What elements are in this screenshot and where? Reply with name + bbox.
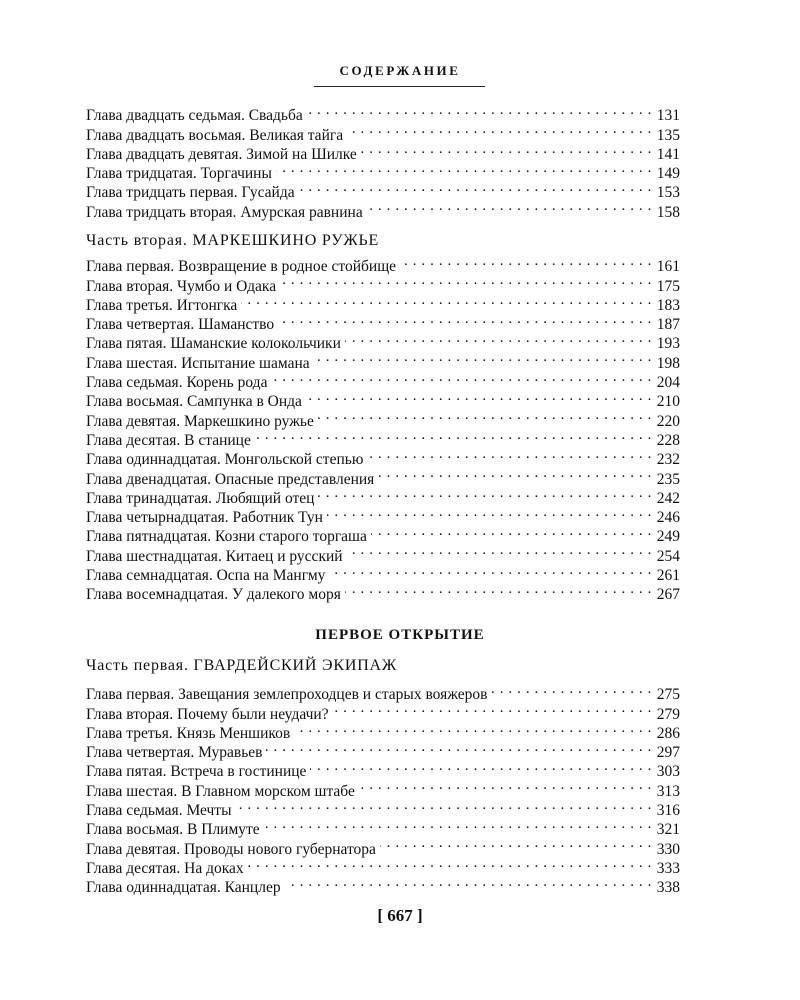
toc-entry-page: 246 — [656, 509, 680, 527]
running-head: СОДЕРЖАНИЕ — [339, 63, 461, 78]
toc-dot-leader — [378, 464, 652, 483]
toc-dot-leader — [347, 541, 652, 560]
toc-entry-title: Глава девятая. Проводы нового губернатора — [86, 840, 376, 858]
toc-dot-leader — [306, 387, 652, 406]
toc-entry-title: Глава тридцатая. Торгачины — [86, 165, 272, 183]
toc-dot-leader — [491, 680, 652, 699]
toc-dot-leader — [307, 101, 652, 120]
toc-dot-leader — [329, 561, 652, 580]
toc-dot-leader — [345, 329, 652, 348]
toc-entry-title: Глава четырнадцатая. Работник Тун — [86, 509, 323, 527]
toc-entry-page: 297 — [656, 744, 680, 762]
toc-dot-leader — [310, 757, 652, 776]
toc-entry-page: 261 — [656, 567, 680, 585]
toc-entry-title: Глава двадцать девятая. Зимой на Шилке — [86, 145, 357, 163]
toc-entry-page: 330 — [656, 840, 680, 858]
toc-entry-title: Глава шестая. В Главном морском штабе — [86, 782, 355, 800]
toc-entry-page: 175 — [656, 277, 680, 295]
toc-entry-page: 232 — [656, 451, 680, 469]
toc-entry-title: Глава тринадцатая. Любящий отец — [86, 489, 315, 507]
toc-entry-title: Глава восьмая. В Плимуте — [86, 821, 260, 839]
toc-entry-title: Глава девятая. Маркешкино ружье — [86, 412, 314, 430]
toc-entry-title: Глава пятая. Шаманские колокольчики — [86, 335, 341, 353]
toc-entry-title: Глава одиннадцатая. Канцлер — [86, 879, 281, 897]
toc-dot-leader — [400, 252, 652, 271]
toc-dot-leader — [266, 738, 652, 757]
toc-block-2 — [86, 252, 680, 604]
toc-dot-leader — [327, 503, 652, 522]
toc-entry-page: 183 — [656, 296, 680, 314]
toc-entry-title: Глава тридцать вторая. Амурская равнина — [86, 203, 363, 221]
toc-entry-page: 158 — [656, 203, 680, 221]
toc-dot-leader — [361, 140, 652, 159]
toc-dot-leader — [347, 120, 652, 139]
toc-dot-leader — [271, 368, 652, 387]
toc-entry-page: 275 — [656, 686, 680, 704]
toc-entry-title: Глава первая. Возвращение в родное стойбище — [86, 258, 397, 276]
toc-entry-page: 235 — [656, 470, 680, 488]
toc-dot-leader — [318, 484, 652, 503]
toc-entry-title: Глава двадцать седьмая. Свадьба — [86, 107, 303, 125]
toc-entry-page: 321 — [656, 821, 680, 839]
toc-entry-page: 313 — [656, 782, 680, 800]
toc-entry-title: Глава десятая. В станице — [86, 431, 251, 449]
toc-dot-leader — [318, 406, 652, 425]
toc-entry-title: Глава третья. Игтонгка — [86, 296, 238, 314]
toc-entry-title: Глава десятая. На доках — [86, 859, 244, 877]
toc-entry-title: Глава двадцать восьмая. Великая тайга — [86, 126, 344, 144]
part-title-first: Часть первая. ГВАРДЕЙСКИЙ ЭКИПАЖ — [86, 657, 398, 674]
toc-dot-leader — [380, 834, 652, 853]
toc-entry-page: 267 — [656, 586, 680, 604]
toc-entry-title: Глава одиннадцатая. Монгольской степью — [86, 451, 364, 469]
toc-entry — [86, 101, 680, 125]
toc-entry-page: 333 — [656, 859, 680, 877]
toc-entry-title: Глава восьмая. Сампунка в Онда — [86, 393, 302, 411]
toc-entry-title: Глава шестая. Испытание шамана — [86, 354, 310, 372]
toc-entry-page: 149 — [656, 165, 680, 183]
toc-block-1 — [86, 101, 680, 221]
toc-entry-title: Глава седьмая. Корень рода — [86, 374, 268, 392]
part-title-second: Часть вторая. МАРКЕШКИНО РУЖЬЕ — [86, 232, 380, 249]
toc-entry-page: 198 — [656, 354, 680, 372]
toc-entry-page: 135 — [656, 126, 680, 144]
toc-entry-title: Глава вторая. Чумбо и Одака — [86, 277, 277, 295]
toc-entry-title: Глава третья. Князь Меншиков — [86, 724, 291, 742]
toc-entry-title: Глава четвертая. Муравьев — [86, 744, 263, 762]
toc-entry-page: 131 — [656, 107, 680, 125]
toc-dot-leader — [367, 197, 652, 216]
toc-entry-page: 204 — [656, 374, 680, 392]
toc-entry-title: Глава пятая. Встреча в гостинице — [86, 763, 307, 781]
toc-entry-page: 286 — [656, 724, 680, 742]
toc-entry-title: Глава семнадцатая. Оспа на Мангму — [86, 567, 326, 585]
toc-entry-title: Глава тридцать первая. Гусайда — [86, 184, 295, 202]
toc-entry — [86, 252, 680, 276]
toc-entry-page: 153 — [656, 184, 680, 202]
toc-dot-leader — [314, 348, 652, 367]
toc-entry-page: 228 — [656, 431, 680, 449]
section-title: ПЕРВОЕ ОТКРЫТИЕ — [315, 627, 485, 643]
toc-entry-title: Глава восемнадцатая. У далекого моря — [86, 586, 341, 604]
toc-entry-page: 242 — [656, 489, 680, 507]
toc-entry — [86, 680, 680, 704]
toc-dot-leader — [278, 310, 652, 329]
toc-entry-page: 187 — [656, 316, 680, 334]
toc-dot-leader — [294, 719, 652, 738]
toc-dot-leader — [371, 522, 652, 541]
running-head-rule — [314, 86, 485, 87]
toc-entry-page: 220 — [656, 412, 680, 430]
toc-dot-leader — [264, 815, 652, 834]
toc-entry-page: 161 — [656, 258, 680, 276]
toc-dot-leader — [367, 445, 652, 464]
toc-dot-leader — [280, 271, 652, 290]
toc-entry-page: 338 — [656, 879, 680, 897]
toc-entry-page: 254 — [656, 547, 680, 565]
page-number: [ 667 ] — [377, 906, 423, 925]
toc-dot-leader — [333, 699, 652, 718]
toc-dot-leader — [285, 873, 652, 892]
toc-entry-title: Глава шестнадцатая. Китаец и русский — [86, 547, 343, 565]
toc-entry-title: Глава пятнадцатая. Козни старого торгаша — [86, 528, 367, 546]
toc-entry-page: 303 — [656, 763, 680, 781]
toc-dot-leader — [359, 776, 652, 795]
toc-entry-page: 249 — [656, 528, 680, 546]
toc-entry-title: Глава седьмая. Мечты — [86, 802, 232, 820]
toc-entry-page: 141 — [656, 145, 680, 163]
toc-dot-leader — [345, 580, 652, 599]
toc-dot-leader — [248, 854, 652, 873]
toc-entry-title: Глава четвертая. Шаманство — [86, 316, 275, 334]
toc-entry-title: Глава первая. Завещания землепроходцев и старых вояжеров — [86, 686, 488, 704]
toc-dot-leader — [236, 796, 653, 815]
toc-entry-title: Глава вторая. Почему были неудачи? — [86, 705, 329, 723]
toc-dot-leader — [255, 426, 652, 445]
toc-entry-page: 193 — [656, 335, 680, 353]
toc-dot-leader — [241, 291, 652, 310]
toc-entry-page: 210 — [656, 393, 680, 411]
toc-dot-leader — [299, 178, 652, 197]
toc-block-3 — [86, 680, 680, 897]
toc-entry-page: 279 — [656, 705, 680, 723]
toc-entry-page: 316 — [656, 802, 680, 820]
toc-entry-title: Глава двенадцатая. Опасные представления — [86, 470, 375, 488]
toc-dot-leader — [276, 159, 652, 178]
